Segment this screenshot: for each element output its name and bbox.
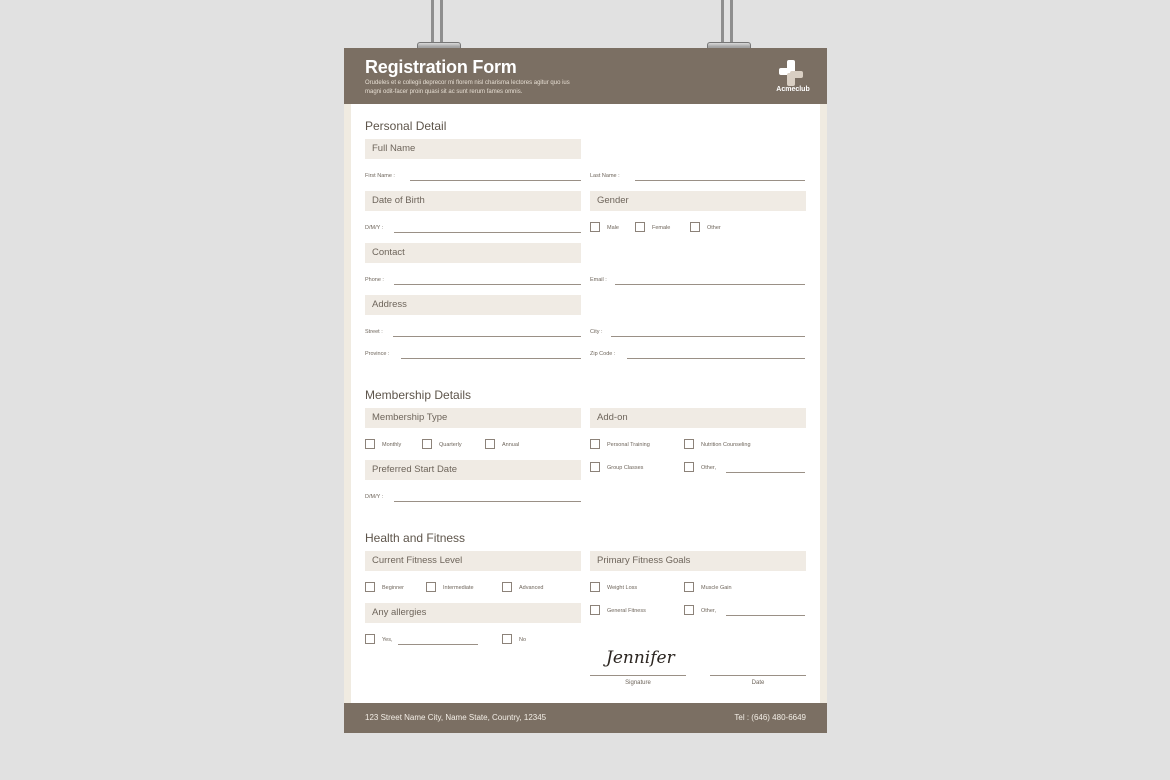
- zip-code-label: Zip Code :: [590, 351, 616, 357]
- province-label: Province :: [365, 351, 390, 357]
- street-field[interactable]: [393, 336, 581, 337]
- signature-handwriting: Jennifer: [606, 648, 675, 668]
- full-name-bar: Full Name: [365, 139, 581, 159]
- group-classes-label: Group Classes: [607, 465, 644, 471]
- current-fitness-level-bar: Current Fitness Level: [365, 551, 581, 571]
- phone-label: Phone :: [365, 277, 384, 283]
- date-label: Date: [751, 680, 765, 686]
- weight-loss-label: Weight Loss: [607, 585, 638, 591]
- annual-label: Annual: [502, 442, 520, 448]
- allergies-yes-label: Yes,: [382, 637, 393, 643]
- quarterly-checkbox[interactable]: [422, 439, 432, 449]
- footer-address: 123 Street Name City, Name State, Country, 12345: [365, 713, 547, 722]
- date-field[interactable]: [710, 675, 806, 676]
- advanced-label: Advanced: [519, 585, 544, 591]
- intermediate-checkbox[interactable]: [426, 582, 436, 592]
- gender-male-checkbox[interactable]: [590, 222, 600, 232]
- gender-male-label: Male: [607, 225, 619, 231]
- start-date-label: D/M/Y :: [365, 494, 384, 500]
- quarterly-label: Quarterly: [439, 442, 462, 448]
- form-subtitle: Orudeles et e collegii deprecor mi florem nisl charisma lectores agitur quo ius magni odit-facer proin quasi sit ac sunt rerum fames omnis.: [365, 80, 570, 95]
- personal-training-checkbox[interactable]: [590, 439, 600, 449]
- muscle-gain-checkbox[interactable]: [684, 582, 694, 592]
- dob-field-label: D/M/Y :: [365, 225, 384, 231]
- contact-bar: Contact: [365, 243, 581, 263]
- gender-bar: Gender: [590, 191, 806, 211]
- allergies-yes-field[interactable]: [398, 644, 478, 645]
- allergies-no-label: No: [519, 637, 527, 643]
- gender-other-checkbox[interactable]: [690, 222, 700, 232]
- gender-other-label: Other: [707, 225, 721, 231]
- any-allergies-bar: Any allergies: [365, 603, 581, 623]
- addon-other-field[interactable]: [726, 472, 805, 473]
- first-name-label: First Name :: [365, 173, 395, 179]
- weight-loss-checkbox[interactable]: [590, 582, 600, 592]
- primary-fitness-goals-bar: Primary Fitness Goals: [590, 551, 806, 571]
- muscle-gain-label: Muscle Gain: [701, 585, 732, 591]
- beginner-checkbox[interactable]: [365, 582, 375, 592]
- phone-field[interactable]: [394, 284, 581, 285]
- date-of-birth-bar: Date of Birth: [365, 191, 581, 211]
- email-field[interactable]: [615, 284, 805, 285]
- health-fitness-heading: Health and Fitness: [365, 531, 466, 545]
- group-classes-checkbox[interactable]: [590, 462, 600, 472]
- general-fitness-checkbox[interactable]: [590, 605, 600, 615]
- annual-checkbox[interactable]: [485, 439, 495, 449]
- footer-telephone: Tel : (646) 480-6649: [734, 713, 806, 722]
- advanced-checkbox[interactable]: [502, 582, 512, 592]
- street-label: Street :: [365, 329, 383, 335]
- nutrition-counseling-checkbox[interactable]: [684, 439, 694, 449]
- registration-form-sheet: [344, 48, 827, 733]
- city-field[interactable]: [611, 336, 805, 337]
- goal-other-checkbox[interactable]: [684, 605, 694, 615]
- dob-field[interactable]: [394, 232, 581, 233]
- allergies-yes-checkbox[interactable]: [365, 634, 375, 644]
- monthly-checkbox[interactable]: [365, 439, 375, 449]
- last-name-label: Last Name :: [590, 173, 620, 179]
- form-title: Registration Form: [365, 57, 517, 77]
- brand-name: Acmeclub: [776, 86, 810, 93]
- last-name-field[interactable]: [635, 180, 805, 181]
- personal-detail-heading: Personal Detail: [365, 119, 447, 133]
- brand-logo-icon: [776, 58, 806, 88]
- personal-training-label: Personal Training: [607, 442, 650, 448]
- allergies-no-checkbox[interactable]: [502, 634, 512, 644]
- membership-details-heading: Membership Details: [365, 388, 472, 402]
- preferred-start-date-bar: Preferred Start Date: [365, 460, 581, 480]
- beginner-label: Beginner: [382, 585, 405, 591]
- first-name-field[interactable]: [410, 180, 581, 181]
- monthly-label: Monthly: [382, 442, 402, 448]
- gender-female-checkbox[interactable]: [635, 222, 645, 232]
- form-header: [344, 48, 827, 104]
- city-label: City :: [590, 329, 603, 335]
- addon-other-label: Other,: [701, 465, 716, 471]
- gender-female-label: Female: [652, 225, 671, 231]
- form-footer: [344, 703, 827, 733]
- general-fitness-label: General Fitness: [607, 608, 646, 614]
- addon-other-checkbox[interactable]: [684, 462, 694, 472]
- province-field[interactable]: [401, 358, 581, 359]
- email-label: Email :: [590, 277, 607, 283]
- nutrition-counseling-label: Nutrition Counseling: [701, 442, 751, 448]
- goal-other-field[interactable]: [726, 615, 805, 616]
- address-bar: Address: [365, 295, 581, 315]
- signature-label: Signature: [625, 680, 651, 686]
- start-date-field[interactable]: [394, 501, 581, 502]
- membership-type-bar: Membership Type: [365, 408, 581, 428]
- zip-code-field[interactable]: [627, 358, 805, 359]
- intermediate-label: Intermediate: [443, 585, 474, 591]
- add-on-bar: Add-on: [590, 408, 806, 428]
- goal-other-label: Other,: [701, 608, 716, 614]
- signature-field[interactable]: [590, 675, 686, 676]
